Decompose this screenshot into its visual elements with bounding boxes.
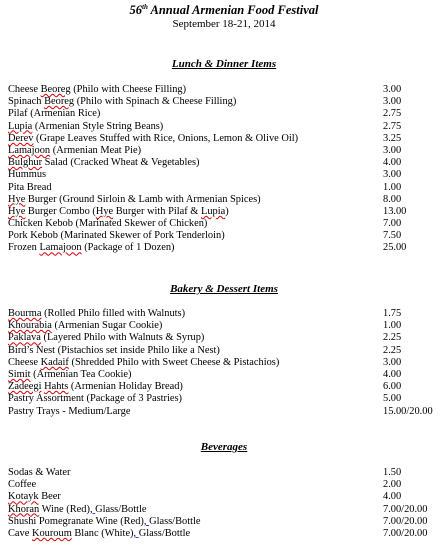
menu-item-name [8, 332, 204, 344]
menu-item-name [8, 369, 131, 381]
menu-item-price: 2.75 [383, 120, 402, 132]
menu-item-price: 13.00 [383, 205, 407, 217]
menu-item-row [0, 84, 448, 96]
menu-item-price: 3.25 [383, 132, 402, 144]
menu-item-price: 7.00/20.00 [383, 503, 428, 515]
menu-item-name [8, 218, 207, 230]
menu-item-name-part: Pita Bread [8, 181, 52, 193]
menu-item-name [8, 320, 162, 332]
menu-item-name [8, 491, 61, 503]
menu-item-name-part: (Shredded Philo with Sweet Cheese & Pistachios) [68, 356, 280, 368]
menu-item-name [8, 357, 279, 369]
menu-item-price: 7.00 [383, 218, 402, 230]
menu-item-row [0, 108, 448, 120]
menu-item-name-part: Zadeegi [8, 381, 42, 393]
menu-item-name-part: Cheese [8, 84, 41, 95]
menu-item-row [0, 516, 448, 528]
menu-item-row [0, 369, 448, 381]
menu-item-price: 2.25 [383, 332, 402, 344]
menu-item-name-part: Burger Combo ( [25, 205, 96, 217]
menu-item-name-part: Blanc (White) [71, 527, 134, 539]
menu-item-price: 1.00 [383, 320, 402, 332]
menu-item-name-part: Pastry Assortment (Package of 3 Pastries) [8, 393, 183, 405]
menu-item-row [0, 467, 448, 479]
menu-item-name [8, 84, 186, 96]
menu-item-name-part: Hummus [8, 169, 47, 181]
menu-item-name-part: Cheese [8, 356, 41, 368]
menu-item-row [0, 242, 448, 254]
menu-item-row [0, 528, 448, 540]
menu-item-price: 4.00 [383, 491, 402, 503]
menu-item-name-part: Frozen [8, 242, 40, 254]
menu-item-name-part: Glass/Bottle [95, 503, 147, 515]
menu-item-name [8, 133, 298, 145]
menu-item-name-part: Bird’s Nest (Pistachios set inside Philo like a Nest) [8, 344, 220, 356]
menu-item-price: 2.25 [383, 344, 402, 356]
title-ordinal-suffix: th [142, 2, 148, 11]
menu-item-price: 1.75 [383, 308, 402, 319]
menu-item-name [8, 467, 70, 479]
section-title-bakery-dessert: Bakery & Dessert Items [170, 283, 278, 295]
menu-item-name-part: Spinach [8, 96, 45, 108]
menu-item-row [0, 320, 448, 332]
menu-item-price: 2.00 [383, 479, 402, 491]
section-title-lunch-dinner: Lunch & Dinner Items [171, 58, 277, 70]
menu-item-name-part: Sodas & Water [8, 467, 71, 478]
menu-item-name-part: Hahts [44, 381, 69, 393]
menu-item-name-part: , [89, 503, 96, 515]
menu-item-price: 4.00 [383, 368, 402, 380]
menu-item-name [8, 516, 200, 528]
menu-item-name-part: Lamajoon [39, 242, 82, 254]
menu-item-name-part: Salad (Cracked Wheat & Vegetables) [42, 157, 200, 169]
menu-item-name-part: Hye [8, 205, 26, 217]
menu-item-price: 8.00 [383, 193, 402, 205]
menu-item-row [0, 121, 448, 133]
menu-item-name-part: (Philo with Spinach & Cheese Filling) [74, 96, 237, 108]
menu-item-name [8, 528, 190, 540]
menu-item-row [0, 133, 448, 145]
menu-item-name [8, 169, 46, 181]
menu-item-name [8, 504, 147, 516]
menu-item-name-part: Pilaf (Armenian Rice) [8, 108, 101, 120]
menu-item-name [8, 479, 36, 491]
menu-item-price: 5.00 [383, 393, 402, 405]
menu-item-name-part: (Armenian Style String Beans) [32, 120, 164, 132]
menu-item-row [0, 182, 448, 194]
menu-item-name-part: Burger (Ground Sirloin & Lamb with Armenian Spices) [25, 193, 261, 205]
menu-item-name [8, 308, 185, 320]
menu-item-name-part: Kotayk [8, 491, 39, 503]
menu-item-name [8, 182, 52, 194]
menu-item-name-part: ) [225, 205, 229, 217]
menu-item-name-part: (Armenian Sugar Cookie) [51, 320, 163, 332]
section-title-beverages: Beverages [200, 441, 248, 453]
menu-item-name [8, 194, 261, 206]
menu-item-price: 7.00/20.00 [383, 527, 428, 539]
menu-item-name-part: Beoreg [40, 84, 71, 95]
menu-item-name-part: Beer [38, 491, 61, 503]
menu-item-price: 6.00 [383, 381, 402, 393]
menu-item-price: 1.50 [383, 467, 402, 478]
menu-item-name [8, 108, 100, 120]
menu-item-name [8, 393, 182, 405]
menu-item-price: 3.00 [383, 169, 402, 181]
menu-item-price: 3.00 [383, 356, 402, 368]
menu-item-name [8, 96, 236, 108]
menu-item-name-part: (Layered Philo with Walnuts & Syrup) [40, 332, 205, 344]
menu-item-name-part: (Armenian Holiday Bread) [68, 381, 183, 393]
menu-item-price: 3.00 [383, 144, 402, 156]
menu-item-row [0, 406, 448, 418]
menu-item-name-part: Kouroum [31, 527, 72, 539]
menu-item-name-part: Lupia [201, 205, 226, 217]
menu-item-row [0, 206, 448, 218]
menu-item-price: 3.00 [383, 96, 402, 108]
menu-item-name [8, 206, 229, 218]
menu-item-price: 7.50 [383, 230, 402, 242]
menu-item-name [8, 230, 225, 242]
menu-item-name-part: Chicken Kebob (Marinated Skewer of Chicken) [8, 218, 208, 230]
menu-item-name-part: Pastry Trays - Medium/Large [8, 405, 131, 417]
menu-item-name-part: (Package of 1 Dozen) [81, 242, 175, 254]
menu-item-name [8, 157, 200, 169]
menu-item-row [0, 332, 448, 344]
bakery-dessert-list [0, 308, 448, 418]
menu-item-name-part: Khourabia [8, 320, 52, 332]
menu-item-name-part: Derev [8, 132, 34, 144]
menu-item-row [0, 308, 448, 320]
menu-item-price: 1.00 [383, 181, 402, 193]
menu-item-name-part: Lamajoon [8, 144, 51, 156]
menu-item-row [0, 357, 448, 369]
menu-item-row [0, 479, 448, 491]
menu-item-name-part: Burger with Pilaf & [113, 205, 201, 217]
menu-item-name-part: Khoran [8, 503, 40, 515]
menu-item-row [0, 96, 448, 108]
menu-item-name-part: Paklava [8, 332, 41, 344]
menu-item-name-part: Bourma [8, 308, 42, 319]
menu-item-price: 4.00 [383, 157, 402, 169]
menu-item-price: 3.00 [383, 84, 402, 95]
menu-item-name-part: Kadaif [40, 356, 69, 368]
menu-item-name-part: Glass/Bottle [149, 515, 201, 527]
menu-item-row [0, 504, 448, 516]
menu-item-name-part: (Armenian Tea Cookie) [30, 368, 132, 380]
menu-item-name [8, 381, 183, 393]
lunch-dinner-list [0, 84, 448, 255]
menu-item-name-part: (Grape Leaves Stuffed with Rice, Onions, Lemon & Olive Oil) [33, 132, 299, 144]
menu-item-row [0, 393, 448, 405]
title-number: 56 [129, 3, 142, 17]
festival-title [0, 3, 448, 17]
menu-item-name-part: Simit [8, 368, 31, 380]
menu-item-name [8, 121, 163, 133]
menu-item-row [0, 145, 448, 157]
menu-item-name-part: (Rolled Philo filled with Walnuts) [41, 308, 186, 319]
title-text: Annual Armenian Food Festival [147, 3, 319, 17]
beverages-list [0, 467, 448, 540]
menu-item-name-part: Beoreg [44, 96, 75, 108]
menu-item-name-part: , [133, 527, 139, 539]
menu-item-name-part: Glass/Bottle [138, 527, 191, 539]
menu-item-price: 7.00/20.00 [383, 515, 428, 527]
menu-item-row [0, 218, 448, 230]
menu-item-name [8, 145, 141, 157]
menu-item-row [0, 381, 448, 393]
menu-item-name [8, 345, 220, 357]
menu-item-name-part: (Philo with Cheese Filling) [70, 84, 187, 95]
menu-item-name-part: Pork Kebob (Marinated Skewer of Pork Tenderloin) [8, 230, 225, 242]
menu-item-name-part: Lupia [8, 120, 33, 132]
menu-item-name-part: Coffee [8, 479, 37, 491]
menu-item-name-part: Wine (Red) [39, 503, 90, 515]
menu-item-name [8, 242, 175, 254]
menu-item-price: 25.00 [383, 242, 407, 254]
menu-item-name-part: Hye [95, 205, 114, 217]
menu-item-name [8, 406, 130, 418]
menu-item-name-part: Cave [8, 527, 32, 539]
menu-item-row [0, 194, 448, 206]
menu-item-row [0, 491, 448, 503]
menu-item-price: 2.75 [383, 108, 402, 120]
menu-item-row [0, 157, 448, 169]
festival-date: September 18-21, 2014 [172, 18, 276, 30]
menu-item-name-part: Bulghur [8, 157, 43, 169]
menu-item-name-part: , [143, 515, 150, 527]
menu-item-row [0, 230, 448, 242]
menu-item-price: 15.00/20.00 [383, 405, 433, 417]
menu-item-name-part: Shushi Pomegranate Wine (Red) [8, 515, 144, 527]
menu-item-name-part: Hye [8, 193, 26, 205]
menu-item-row [0, 169, 448, 181]
menu-item-row [0, 345, 448, 357]
menu-item-name-part: (Armenian Meat Pie) [50, 144, 142, 156]
